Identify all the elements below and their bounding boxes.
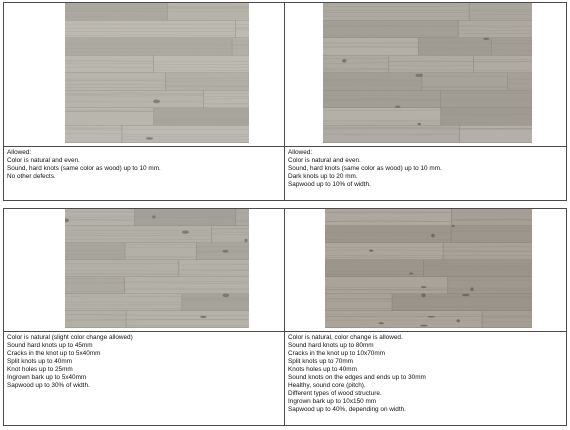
description-line: Color is natural and even. — [288, 157, 361, 165]
grade-description — [285, 332, 566, 414]
photo-cell — [285, 3, 566, 146]
grade-description — [4, 147, 284, 181]
description-line: Cracks in the knot up to 5x40mm — [7, 350, 101, 358]
description-line: Sapwood up to 30% of width. — [7, 382, 90, 390]
description-line: Knot holes up to 25mm — [7, 366, 73, 374]
grade-table-bottom — [3, 208, 567, 426]
floor-sample-photo — [65, 3, 249, 143]
description-line: Sapwood up to 40%, depending on width. — [288, 406, 406, 414]
description-line: Sound hard knots up to 80mm — [288, 342, 374, 350]
description-line: Sound knots on the edges and ends up to 30mm — [288, 374, 426, 382]
description-line: Allowed: — [7, 149, 32, 156]
photo-cell — [285, 209, 566, 331]
description-line: Ingrown bark up to 10x150 mm — [288, 398, 377, 406]
description-cell — [4, 147, 285, 201]
description-cell — [4, 332, 285, 426]
description-line: Sound, hard knots (same color as wood) up to 10 mm. — [7, 165, 161, 173]
description-cell — [285, 332, 566, 426]
floor-sample-photo — [325, 209, 532, 328]
grade-description — [285, 147, 566, 189]
description-line: Sapwood up to 10% of width. — [288, 181, 371, 189]
description-line: Split knots up to 40mm — [7, 358, 73, 366]
photo-row — [4, 3, 566, 147]
photo-cell — [4, 209, 285, 331]
description-row — [4, 147, 566, 201]
description-line: Color is natural (slight color change allowed) — [7, 334, 133, 341]
description-line: Color is natural and even. — [7, 157, 80, 165]
description-line: No other defects. — [7, 173, 56, 181]
description-row — [4, 332, 566, 426]
description-line: Color is natural, color change is allowed. — [288, 334, 403, 341]
photo-cell — [4, 3, 285, 146]
description-line: Healthy, sound core (pitch). — [288, 382, 366, 390]
grade-table-top — [3, 2, 567, 201]
photo-row — [4, 209, 566, 332]
floor-sample-photo — [65, 209, 249, 328]
description-line: Knots holes up to 40mm — [288, 366, 357, 374]
description-line: Split knots up to 70mm — [288, 358, 354, 366]
description-line: Ingrown bark up to 5x40mm — [7, 374, 87, 382]
description-line: Sound, hard knots (same color as wood) up to 10 mm. — [288, 165, 442, 173]
description-cell — [285, 147, 566, 201]
description-line: Allowed: — [288, 149, 313, 156]
grade-description — [4, 332, 284, 390]
description-line: Dark knots up to 20 mm. — [288, 173, 358, 181]
description-line: Cracks in the knot up to 10x70mm — [288, 350, 385, 358]
floor-sample-photo — [323, 3, 532, 143]
description-line: Different types of wood structure. — [288, 390, 382, 398]
description-line: Sound hard knots up to 45mm — [7, 342, 93, 350]
